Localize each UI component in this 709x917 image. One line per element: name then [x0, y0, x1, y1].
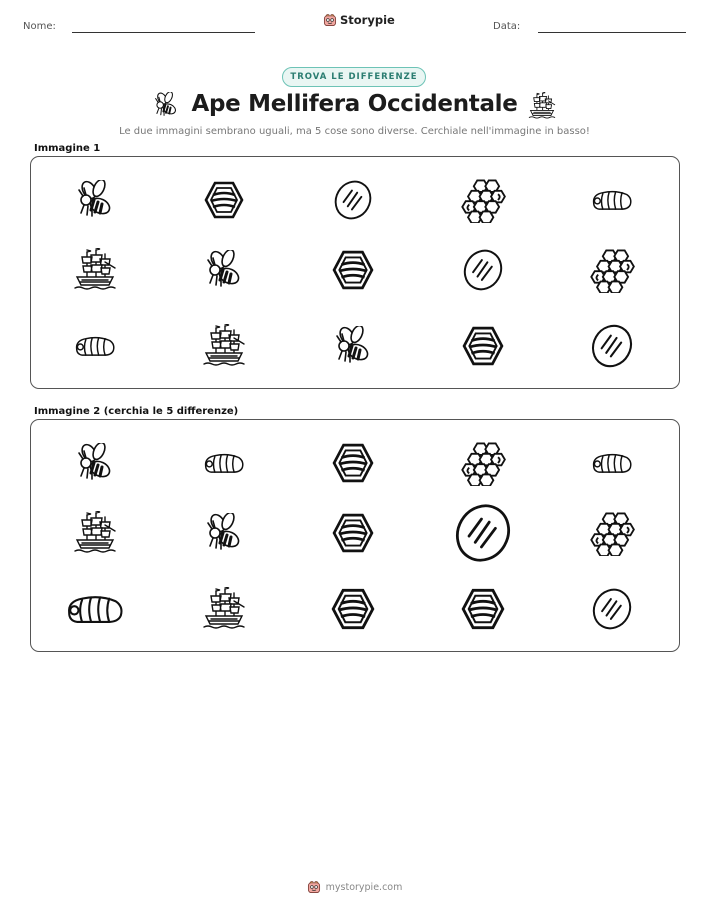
ship-icon: [73, 248, 117, 292]
date-line[interactable]: [538, 32, 686, 33]
larva-icon: [590, 178, 634, 222]
seed-icon: [589, 323, 635, 369]
seed-icon: [332, 179, 374, 221]
honeycomb-icon: [589, 247, 635, 293]
seed-icon[interactable]: [590, 587, 634, 631]
date-label: Data:: [493, 21, 521, 32]
image1-label: Immagine 1: [34, 143, 101, 154]
honeycomb-cell-icon[interactable]: [461, 587, 505, 631]
ship-icon[interactable]: [73, 511, 117, 555]
honeycomb-cell-icon: [204, 180, 244, 220]
seed-icon: [461, 248, 505, 292]
bee-icon[interactable]: [75, 443, 115, 483]
ship-icon[interactable]: [202, 587, 246, 631]
larva-icon: [73, 324, 117, 368]
brand-name: Storypie: [340, 13, 395, 27]
honeycomb-cell-icon[interactable]: [331, 587, 375, 631]
ship-icon: [528, 92, 556, 120]
name-label: Nome:: [23, 21, 56, 32]
bee-icon: [204, 250, 244, 290]
seed-icon[interactable]: [452, 502, 514, 564]
image2-panel[interactable]: [30, 419, 680, 652]
honeycomb-cell-icon[interactable]: [332, 512, 374, 554]
larva-icon[interactable]: [590, 441, 634, 485]
name-line[interactable]: [72, 32, 255, 33]
footer-site: mystorypie.com: [325, 881, 403, 893]
page-subtitle: Le due immagini sembrano uguali, ma 5 cose sono diverse. Cerchiale nell'immagine in basso!: [119, 126, 590, 137]
honeycomb-cell-icon: [332, 249, 374, 291]
bee-icon[interactable]: [204, 513, 244, 553]
larva-icon[interactable]: [64, 578, 126, 640]
image1-panel: [30, 156, 680, 389]
brand-logo: [323, 13, 395, 27]
bee-icon: [75, 180, 115, 220]
storypie-logo-icon: [323, 13, 337, 27]
larva-icon[interactable]: [202, 441, 246, 485]
activity-badge: TROVA LE DIFFERENZE: [282, 67, 426, 87]
image2-label: Immagine 2 (cerchia le 5 differenze): [34, 406, 239, 417]
honeycomb-cell-icon: [462, 325, 504, 367]
footer: [0, 880, 709, 894]
honeycomb-icon[interactable]: [460, 440, 506, 486]
page-title: Ape Mellifera Occidentale: [191, 91, 518, 117]
honeycomb-icon[interactable]: [589, 510, 635, 556]
honeycomb-cell-icon[interactable]: [332, 442, 374, 484]
storypie-logo-icon: [307, 880, 321, 894]
bee-icon: [333, 326, 373, 366]
honeycomb-icon: [460, 177, 506, 223]
ship-icon: [202, 324, 246, 368]
